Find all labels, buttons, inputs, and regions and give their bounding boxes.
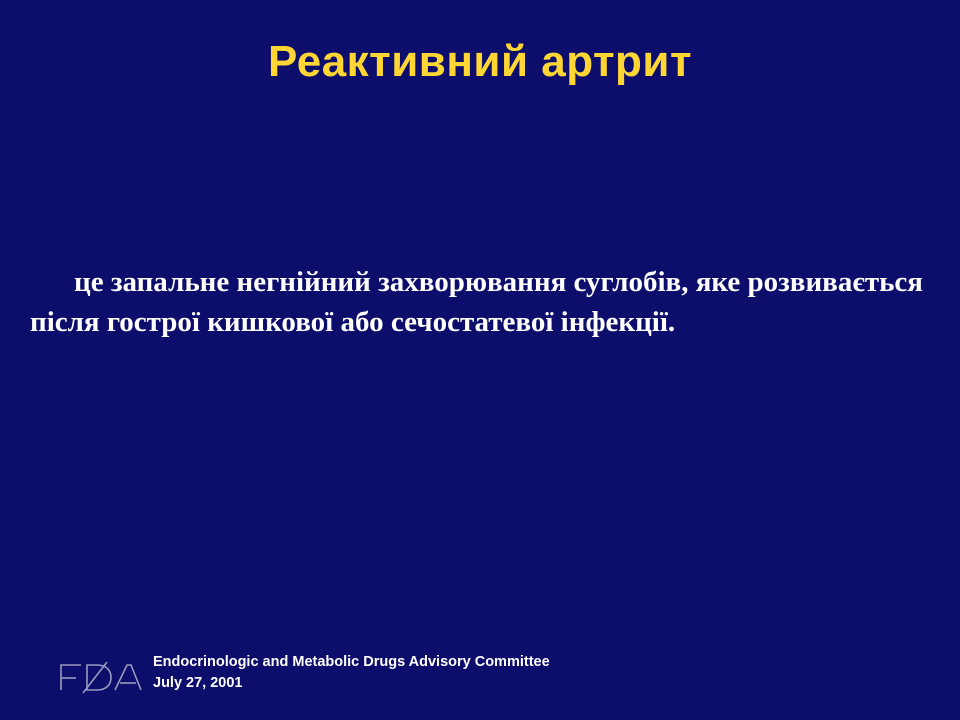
footer-text-block [153, 652, 550, 694]
footer-date: July 27, 2001 [153, 675, 243, 692]
slide-title: Реактивний артрит [267, 37, 693, 86]
footer-committee: Endocrinologic and Metabolic Drugs Advisory Committee [153, 654, 550, 670]
fda-logo-icon [57, 660, 143, 694]
slide-body-text: це запальне негнійний захворювання суглобів, яке розвивається після гострої кишкової або сечостатевої інфекції. [30, 266, 923, 339]
slide-footer [57, 652, 917, 698]
